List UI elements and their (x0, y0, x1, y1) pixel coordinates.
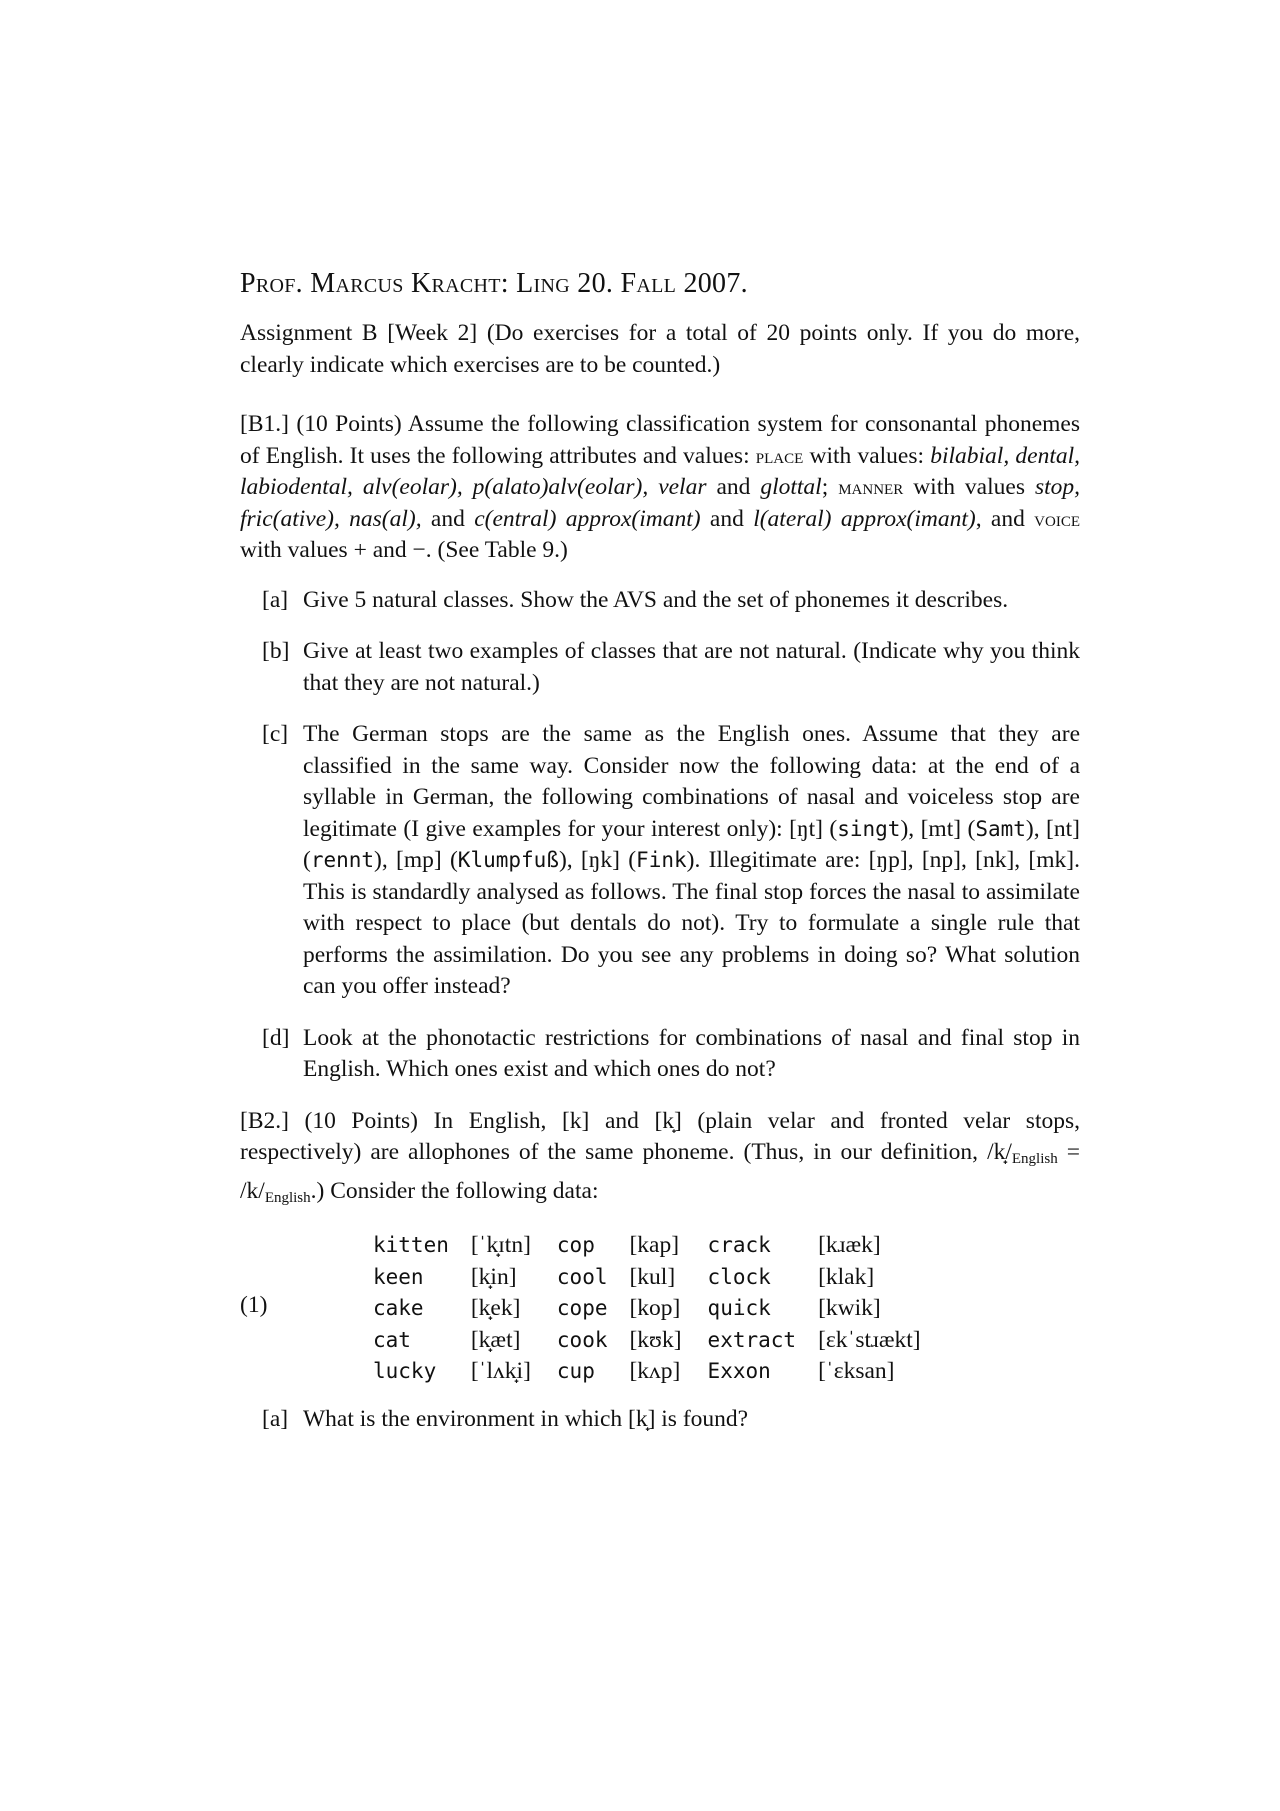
item-text: Give 5 natural classes. Show the AVS and the set of phonemes it describes. (303, 586, 1009, 613)
exercise-b1-text: [B1.] (10 Points) Assume the following classification system for consonantal phonemes of English. It uses the following attributes and values: place with values: bilabial, dental, labiodental, alv(eolar), p(alato)alv(eolar), velar and glottal; manner with values stop, fric(ative), nas(al), and c(entral) approx(imant) and l(ateral) approx(imant), and voice with values + and −. (See Table 9.) (240, 411, 1081, 563)
item-label: [b] (262, 638, 290, 664)
item-text: What is the environment in which [k̟] is found? (303, 1406, 749, 1432)
item-label: [a] (262, 1406, 289, 1432)
exercise-b2-text: [B2.] (10 Points) In English, [k] and [k̟] (plain velar and fronted velar stops, respectively) are allophones of the same phoneme. (Thus, in our definition, $/k̟/_{English} = /k/_{English}$.) Consider the following data: (240, 1107, 1080, 1206)
item-text: Give at least two examples of classes that are not natural. (Indicate why you think that they are not natural.) (303, 638, 1080, 696)
table-row: lucky [ˈlʌk̟i] cup [kʌp] Exxon [ˈɛksan] (373, 1358, 895, 1384)
data-table (373, 1230, 935, 1388)
attr-place: place (755, 443, 804, 468)
exercise-b1-item-d (240, 1023, 1080, 1086)
table-row: cat [k̟æt] cook [kʊk] extract [ɛkˈstɹækt] (373, 1326, 921, 1353)
item-label: [c] (262, 721, 289, 747)
assignment-intro: Assignment B [Week 2] (Do exercises for a total of 20 points only. If you do more, clearly indicate which exercises are to be counted.) (240, 320, 1080, 378)
exercise-b1-item-b (240, 636, 1080, 699)
table-row: keen [k̟in] cool [kul] clock [klak] (373, 1263, 875, 1290)
page-title: Prof. Marcus Kracht: Ling 20. Fall 2007. (240, 268, 748, 299)
item-text: Look at the phonotactic restrictions for combinations of nasal and final stop in English. Which ones exist and which ones do not? (303, 1024, 1080, 1082)
table-row: cake [k̟ek] cope [kop] quick [kwik] (373, 1295, 881, 1321)
exercise-b1-item-a (240, 585, 1080, 617)
document-page (240, 268, 1080, 1456)
example-number: (1) (240, 1292, 268, 1318)
attr-voice: voice (1034, 506, 1080, 531)
item-label: [a] (262, 586, 289, 613)
item-text: The German stops are the same as the English ones. Assume that they are classified in the same way. Consider now the following data: at the end of a syllable in German, the following combinations of nasal and voiceless stop are legitimate (I give examples for your interest only): [ŋt] (singt), [mt] (Samt), [nt] (rennt), [mp] (Klumpfuß), [ŋk] (Fink). Illegitimate are: [ŋp], [np], [nk], [mk]. This is standardly analysed as follows. The final stop forces the nasal to assimilate with respect to place (but dentals do not). Try to formulate a single rule that performs the assimilation. Do you see any problems in doing so? What solution can you offer instead? (303, 721, 1080, 999)
attr-manner: manner (838, 475, 904, 499)
exercise-b2-item-a (240, 1404, 1080, 1436)
example-1 (240, 1230, 1080, 1390)
exercise-b1-item-c (240, 719, 1080, 1003)
item-label: [d] (262, 1024, 290, 1051)
table-row: kitten [ˈk̟ɪtn] cop [kap] crack [kɹæk] (373, 1232, 881, 1258)
